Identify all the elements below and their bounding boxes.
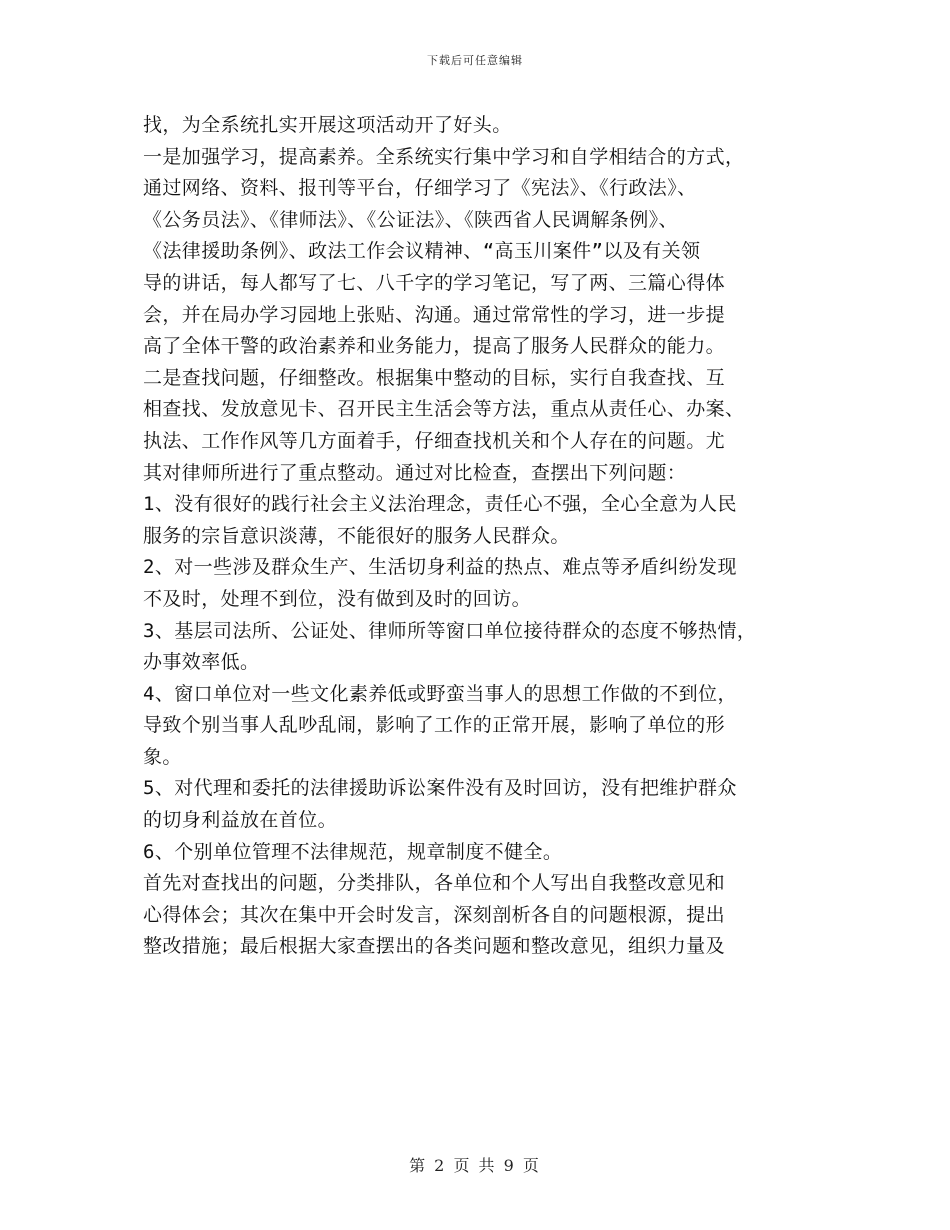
body-line: 相查找、发放意见卡、召开民主生活会等方法，重点从责任心、办案、 bbox=[143, 398, 745, 421]
body-line: 服务的宗旨意识淡薄，不能很好的服务人民群众。 bbox=[143, 524, 570, 547]
body-line: 《法律援助条例》、政法工作会议精神、“高玉川案件”以及有关领 bbox=[143, 240, 701, 263]
body-line: 一是加强学习，提高素养。全系统实行集中学习和自学相结合的方式， bbox=[143, 145, 745, 168]
body-line: 执法、工作作风等几方面着手，仔细查找机关和个人存在的问题。尤 bbox=[143, 429, 726, 452]
body-line: 4、窗口单位对一些文化素养低或野蛮当事人的思想工作做的不到位， bbox=[143, 682, 737, 705]
page-number: 第 2 页 共 9 页 bbox=[409, 1156, 541, 1175]
body-line: 导的讲话，每人都写了七、八千字的学习笔记，写了两、三篇心得体 bbox=[143, 271, 726, 294]
body-line: 办事效率低。 bbox=[143, 651, 260, 674]
body-line: 高了全体干警的政治素养和业务能力，提高了服务人民群众的能力。 bbox=[143, 335, 726, 358]
body-line: 不及时，处理不到位，没有做到及时的回访。 bbox=[143, 587, 532, 610]
body-line: 找，为全系统扎实开展这项活动开了好头。 bbox=[143, 114, 512, 136]
body-line: 其对律师所进行了重点整动。通过对比检查，查摆出下列问题： bbox=[143, 461, 687, 484]
body-line: 《公务员法》、《律师法》、《公证法》、《陕西省人民调解条例》、 bbox=[143, 208, 678, 231]
document-body bbox=[143, 110, 823, 963]
body-line: 首先对查找出的问题，分类排队，各单位和个人写出自我整改意见和 bbox=[143, 872, 726, 895]
body-line: 2、对一些涉及群众生产、生活切身利益的热点、难点等矛盾纠纷发现 bbox=[143, 556, 737, 579]
body-line: 象。 bbox=[143, 745, 182, 768]
body-line: 心得体会；其次在集中开会时发言，深刻剖析各自的问题根源，提出 bbox=[143, 903, 726, 926]
body-line: 5、对代理和委托的法律援助诉讼案件没有及时回访，没有把维护群众 bbox=[143, 777, 737, 800]
body-line: 导致个别当事人乱吵乱闹，影响了工作的正常开展，影响了单位的形 bbox=[143, 714, 726, 737]
body-line: 3、基层司法所、公证处、律师所等窗口单位接待群众的态度不够热情， bbox=[143, 619, 757, 642]
body-line: 整改措施；最后根据大家查摆出的各类问题和整改意见，组织力量及 bbox=[143, 935, 726, 958]
body-line: 1、没有很好的践行社会主义法治理念，责任心不强，全心全意为人民 bbox=[143, 493, 737, 516]
page-header: 下载后可任意编辑 bbox=[427, 54, 523, 67]
body-line: 会，并在局办学习园地上张贴、沟通。通过常常性的学习，进一步提 bbox=[143, 303, 726, 326]
body-line: 通过网络、资料、报刊等平台，仔细学习了《宪法》、《行政法》、 bbox=[143, 177, 697, 200]
body-line: 6、个别单位管理不法律规范，规章制度不健全。 bbox=[143, 840, 563, 863]
body-line: 的切身利益放在首位。 bbox=[143, 809, 338, 832]
body-line: 二是查找问题，仔细整改。根据集中整动的目标，实行自我查找、互 bbox=[143, 366, 726, 389]
